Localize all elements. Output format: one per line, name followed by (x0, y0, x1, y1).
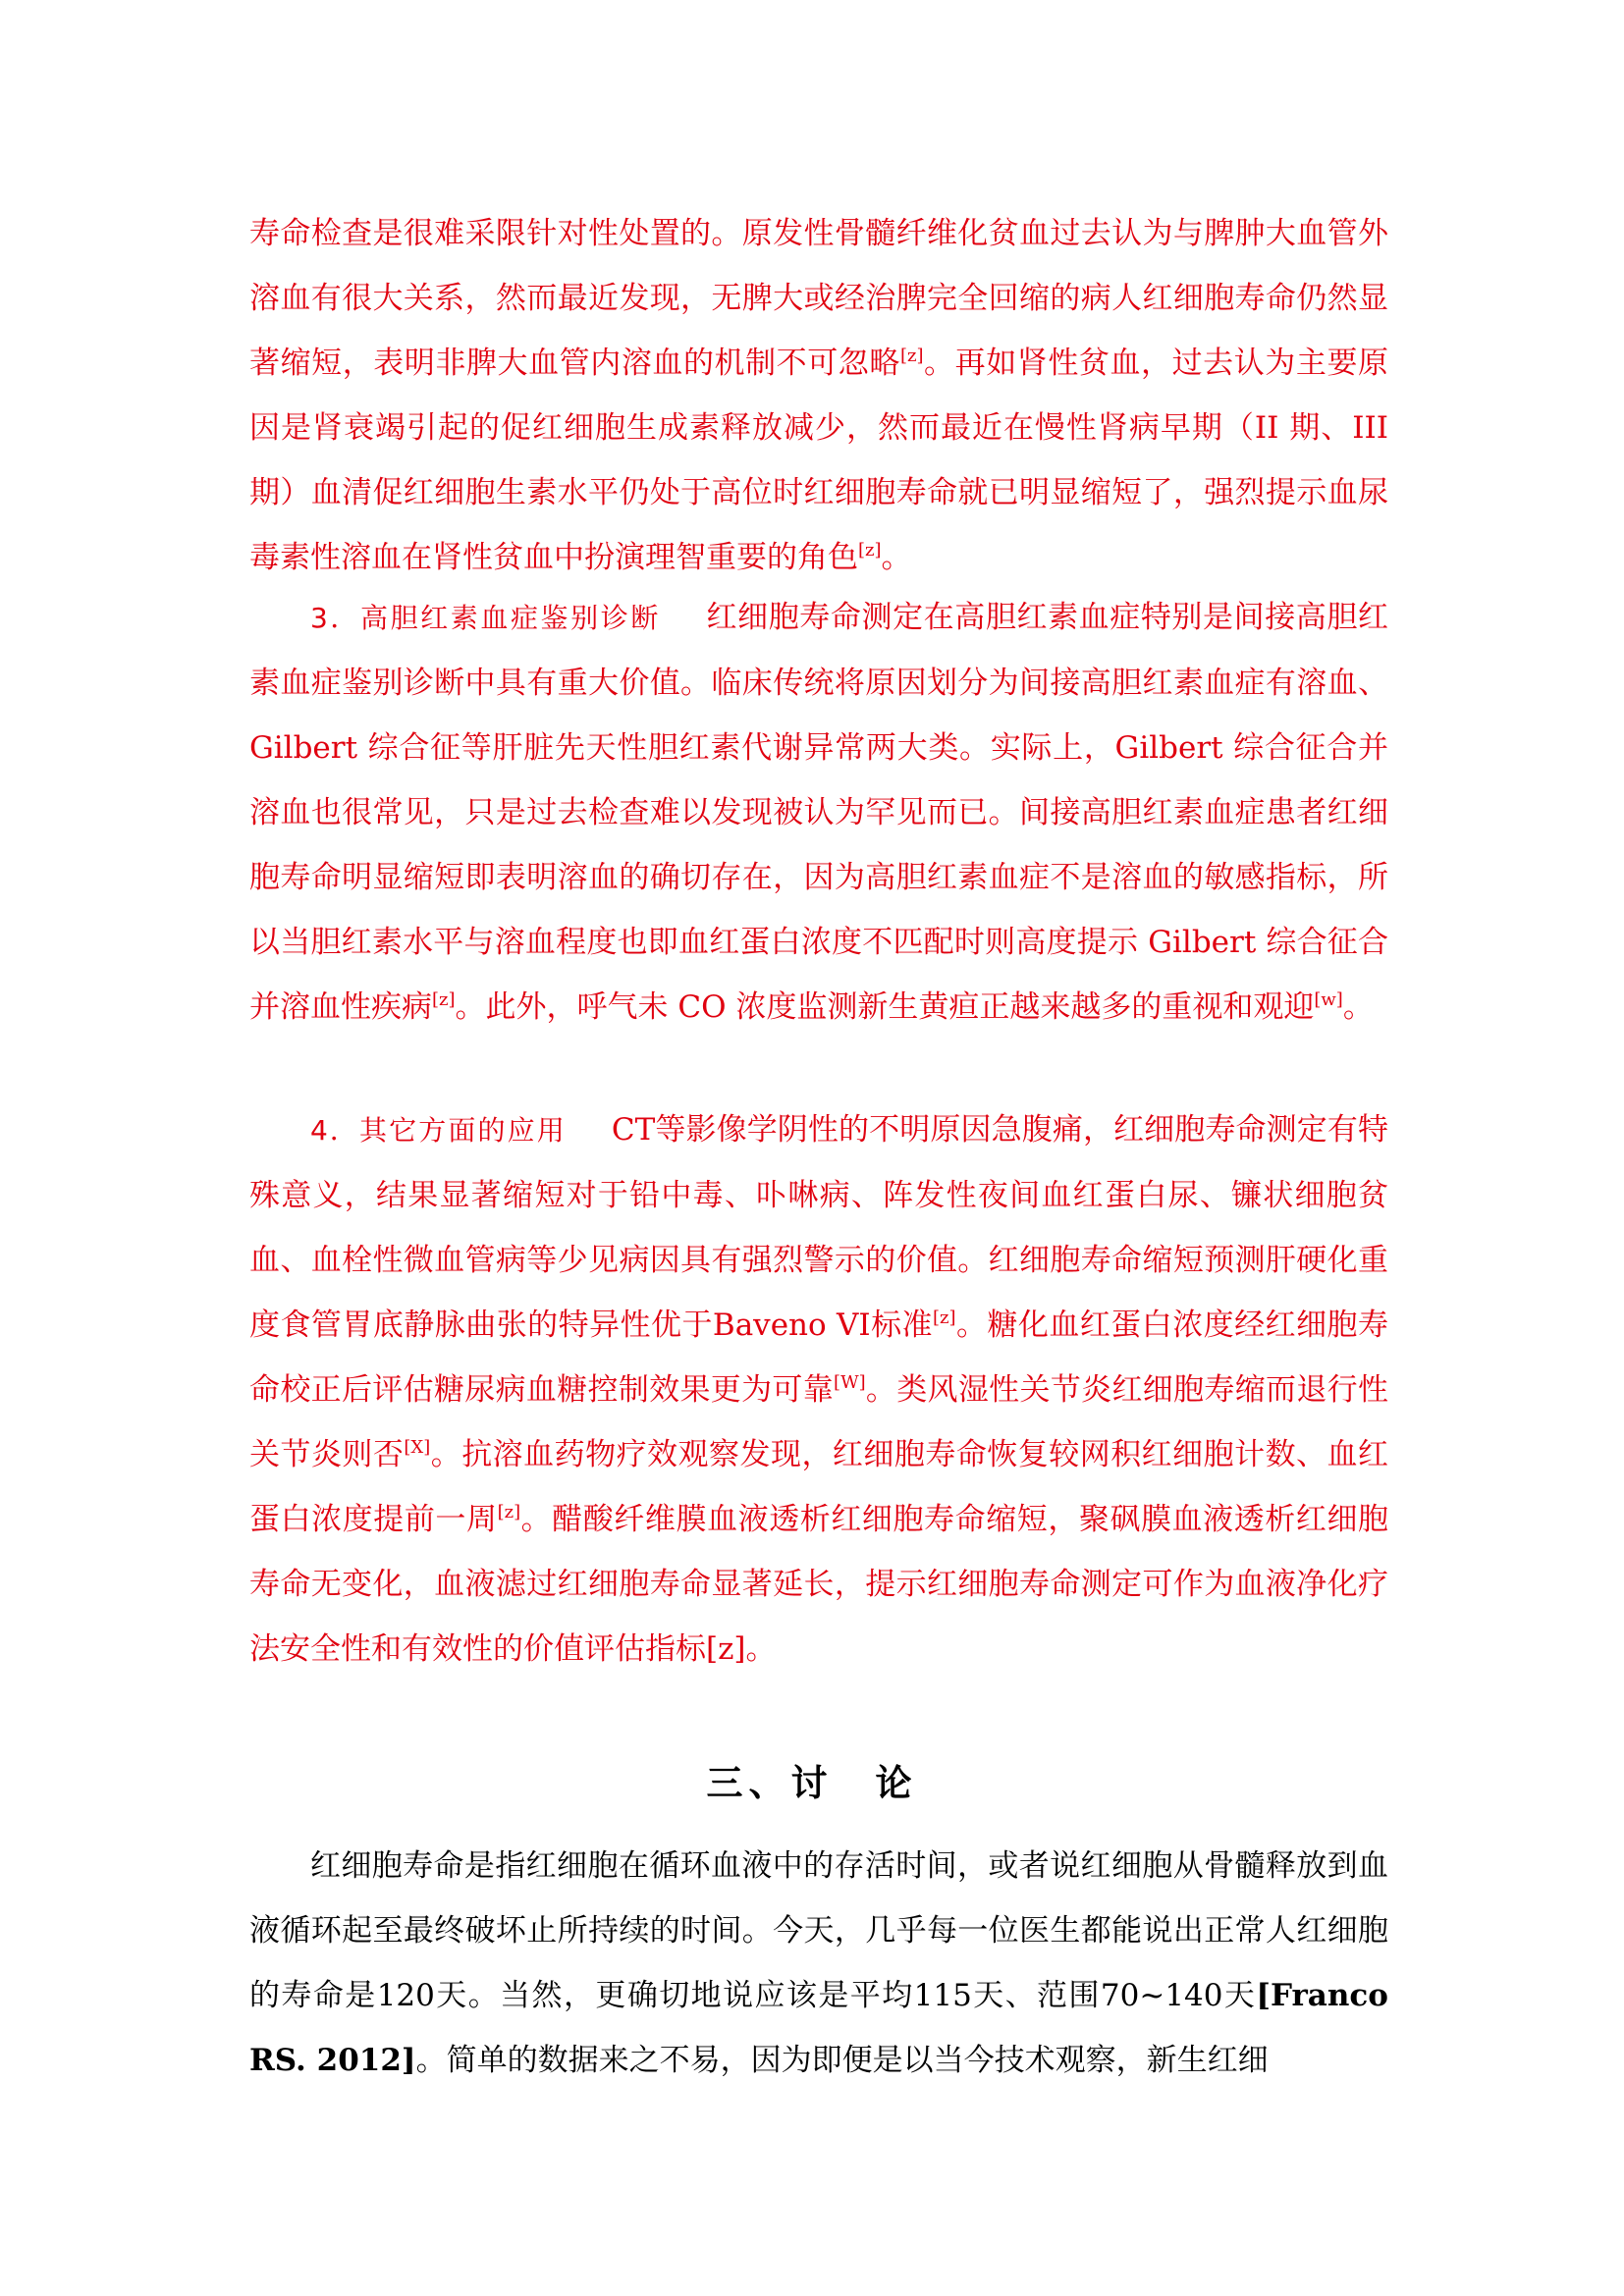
text-run: 。 (881, 540, 912, 575)
paragraph-text (249, 1097, 1388, 1682)
text-run: 。类风湿性关节炎红细胞寿缩而退行性关节炎则否 (249, 1372, 1389, 1472)
reference-marker: [z] (899, 346, 924, 366)
reference-marker: [X] (404, 1437, 431, 1458)
text-run: 。糖化血红蛋白浓度经红细胞寿命校正后评估糖尿病血糖控制效果更为可靠 (249, 1308, 1388, 1408)
paragraph-text (249, 201, 1388, 590)
text-run: 红细胞寿命测定在高胆红素血症特别是间接高胆红素血症鉴别诊断中具有重大价值。临床传统将原因划分为间接高胆红素血症有溶血、Gilbert 综合征等肝脏先天性胆红素代谢异常两大类。实际上，Gilbert 综合征合并溶血也很常见，只是过去检查难以发现被认为罕见而已。间接高胆红素血症患者红细胞寿命明显缩短即表明溶血的确切存在，因为高胆红素血症不是溶血的敏感指标，所以当胆红素水平与溶血程度也即血红蛋白浓度不匹配时则高度提示 Gilbert 综合征合并溶血性疾病 (249, 600, 1388, 1025)
paragraph-other-applications (249, 1097, 1388, 1682)
reference-marker: [z] (858, 540, 882, 561)
paragraph-text (249, 585, 1388, 1040)
reference-marker: [z] (933, 1308, 956, 1328)
text-run: 。抗溶血药物疗效观察发现，红细胞寿命恢复较网积红细胞计数、血红蛋白浓度提前一周 (249, 1437, 1389, 1537)
reference-marker: [w] (1314, 989, 1343, 1010)
paragraph-text (249, 1834, 1388, 2093)
reference-marker: [z] (497, 1502, 521, 1522)
citation: [Franco RS. 2012] (249, 1978, 1388, 2078)
paragraph-spleen-renal (249, 201, 1388, 590)
text-run: 。醋酸纤维膜血液透析红细胞寿命缩短，聚砜膜血液透析红细胞寿命无变化，血液滤过红细胞寿命显著延长，提示红细胞寿命测定可作为血液净化疗法安全性和有效性的价值评估指标[z]。 (249, 1502, 1389, 1667)
text-run: 。 (1342, 989, 1374, 1025)
paragraph-discussion (249, 1834, 1388, 2093)
text-run: 。再如肾性贫血，过去认为主要原因是肾衰竭引起的促红细胞生成素释放减少，然而最近在慢性肾病早期（II 期、III 期）血清促红细胞生素水平仍处于高位时红细胞寿命就已明显缩短了，强烈提示血尿毒素性溶血在肾性贫血中扮演理智重要的角色 (249, 346, 1389, 575)
paragraph-hyperbilirubinemia (249, 585, 1388, 1040)
text-run: 。简单的数据来之不易，因为即便是以当今技术观察，新生红细 (415, 2043, 1269, 2078)
subsection-heading: 4．其它方面的应用 (310, 1114, 567, 1147)
text-run: 。此外，呼气未 CO 浓度监测新生黄疸正越来越多的重视和观迎 (455, 989, 1315, 1025)
section-title: 三、讨 论 (706, 1762, 918, 1804)
text-run: CT等影像学阴性的不明原因急腹痛，红细胞寿命测定有特殊意义，结果显著缩短对于铅中毒、卟啉病、阵发性夜间血红蛋白尿、镰状细胞贫血、血栓性微血管病等少见病因具有强烈警示的价值。红细胞寿命缩短预测肝硬化重度食管胃底静脉曲张的特异性优于Baveno VI标准 (249, 1112, 1388, 1343)
reference-marker: [W] (834, 1372, 866, 1393)
reference-marker: [z] (432, 989, 456, 1010)
subsection-heading: 3．高胆红素血症鉴别诊断 (310, 602, 661, 634)
text-run: 寿命检查是很难采限针对性处置的。原发性骨髓纤维化贫血过去认为与脾肿大血管外溶血有很大关系，然而最近发现，无脾大或经治脾完全回缩的病人红细胞寿命仍然显著缩短，表明非脾大血管内溶血的机制不可忽略 (249, 216, 1388, 381)
text-run: 红细胞寿命是指红细胞在循环血液中的存活时间，或者说红细胞从骨髓释放到血液循环起至最终破坏止所持续的时间。今天，几乎每一位医生都能说出正常人红细胞的寿命是120天。当然，更确切地说应该是平均115天、范围70~140天 (249, 1848, 1388, 2013)
